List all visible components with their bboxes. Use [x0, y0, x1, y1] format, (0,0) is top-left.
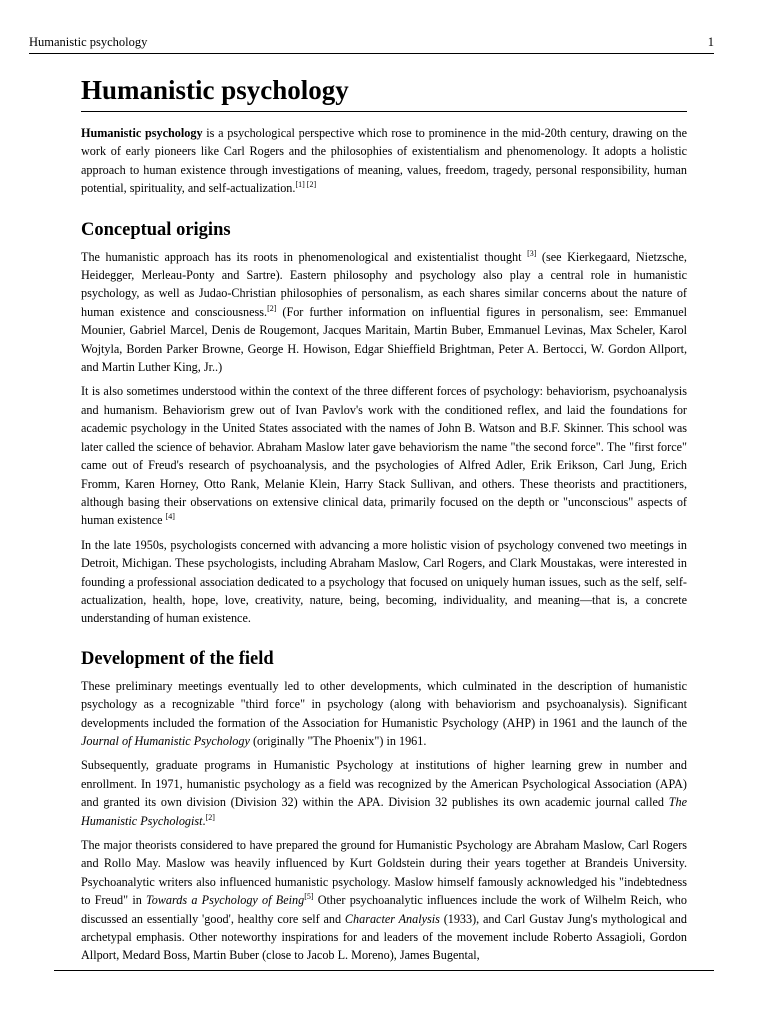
paragraph-text: The humanistic approach has its roots in phenomenological and existentialist thought — [81, 249, 528, 264]
citation-link[interactable]: [4] — [165, 512, 175, 522]
paragraph-text: (originally "The Phoenix") in 1961. — [249, 733, 427, 748]
running-header — [29, 35, 714, 54]
citation-link[interactable]: [3] — [527, 248, 537, 258]
citation-link[interactable]: [5] — [304, 892, 314, 902]
intro-text: is a psychological perspective which rose to prominence in the mid-20th century, drawing on the work of early pioneers like Carl Rogers and the philosophies of existentialism and phenomenology. It adopts a holistic approach to human existence through investigations of meaning, values, freedom, tragedy, personal responsibility, human potential, spirituality, and self-actualization. — [81, 126, 687, 196]
journal-title: The Humanistic Psychologist — [81, 795, 687, 828]
paragraph-text: (For further information on influential figures in personalism, see: Emmanuel Mounier, Gabriel Marcel, Denis de Rougemont, Jacques Maritain, Martin Buber, Emmanuel Levinas, Max Scheler, Karol Wojtyla, Borden Parker Browne, George H. Howison, Edgar Shieffield Brightman, Peter A. Bertocci, W. Gordon Allport, and Martin Luther King, Jr..) — [81, 304, 687, 375]
page-title: Humanistic psychology — [81, 72, 687, 112]
paragraph-text: . — [202, 813, 206, 828]
article-body — [81, 72, 687, 971]
development-paragraph-3 — [81, 836, 687, 965]
paragraph-text: Other psychoanalytic influences include the work of Wilhelm Reich, who discussed an essentially 'good', healthy core self and — [81, 893, 687, 926]
paragraph-text: (see Kierkegaard, Nietzsche, Heidegger, Merleau-Ponty and Sartre). Eastern philosophy and psychology also play a central role in humanistic psychology, as well as Judao-Christian philosophies of personalism, as each shares similar concerns about the nature of human existence and consciousness. — [81, 249, 687, 319]
development-paragraph-1 — [81, 677, 687, 751]
paragraph-text: It is also sometimes understood within the context of the three different forces of psychology: behaviorism, psychoanalysis and humanism. Behaviorism grew out of Ivan Pavlov's work with the conditioned reflex, and laid the foundations for academic psychology in the United States associated with the names of John B. Watson and B.F. Skinner. This school was later called the science of behavior. Abraham Maslow later gave behaviorism the name "the second force". The "first force" came out of Freud's research of psychoanalysis, and the psychologies of Alfred Adler, Erik Erikson, Carl Jung, Erich Fromm, Karen Horney, Otto Rank, Melanie Klein, Harry Stack Sullivan, and others. These theorists and practitioners, although basing their observations on extensive clinical data, primarily focused on the depth or "unconscious" aspects of human existence — [81, 384, 687, 528]
development-paragraph-2 — [81, 756, 687, 830]
paragraph-text: (1933), and Carl Gustav Jung's mythological and archetypal emphasis. Other noteworthy inspirations for and leaders of the movement include Roberto Assagioli, Gordon Allport, Medard Boss, Martin Buber (close to Jacob L. Moreno), James Bugental, — [81, 911, 687, 963]
paragraph-text: These preliminary meetings eventually led to other developments, which culminated in the description of humanistic psychology as a recognizable "third force" in psychology (along with behaviorism and psychoanalysis). Significant developments included the formation of the Association for Humanistic Psychology (AHP) in 1961 and the launch of the — [81, 678, 687, 730]
running-header-title: Humanistic psychology — [29, 35, 148, 49]
paragraph-text: Subsequently, graduate programs in Humanistic Psychology at institutions of higher learning grew in number and enrollment. In 1971, humanistic psychology as a field was recognized by the American Psychological Association (APA) and granted its own division (Division 32) within the APA. Division 32 publishes its own academic journal called — [81, 758, 687, 810]
intro-term: Humanistic psychology — [81, 126, 203, 140]
book-title: Character Analysis — [344, 911, 440, 926]
intro-paragraph — [81, 124, 687, 198]
origins-paragraph-3: In the late 1950s, psychologists concerned with advancing a more holistic vision of psychology convened two meetings in Detroit, Michigan. These psychologists, including Abraham Maslow, Carl Rogers, and Clark Moustakas, were interested in founding a professional association dedicated to a psychology that focused on uniquely human issues, such as the self, self-actualization, health, hope, love, creativity, nature, being, becoming, individuality, and meaning—that is, a concrete understanding of human existence. — [81, 537, 687, 626]
section-heading-conceptual-origins: Conceptual origins — [81, 219, 231, 240]
origins-paragraph-1 — [81, 248, 687, 377]
page-number: 1 — [707, 35, 714, 49]
citation-link[interactable]: [2] — [267, 303, 277, 313]
section-heading-development: Development of the field — [81, 648, 274, 669]
citation-link[interactable]: [2] — [205, 812, 215, 822]
origins-paragraph-2 — [81, 382, 687, 529]
journal-title: Journal of Humanistic Psychology — [81, 733, 250, 748]
citation-link[interactable]: [1] [2] — [295, 180, 317, 190]
paragraph-text: The major theorists considered to have prepared the ground for Humanistic Psychology are Abraham Maslow, Carl Rogers and Rollo May. Maslow was heavily influenced by Kurt Goldstein during their years together at Brandeis University. Psychoanalytic writers also influenced humanistic psychology. Maslow himself famously acknowledged his "indebtedness to Freud" in — [81, 838, 687, 908]
footer-rule — [54, 970, 714, 971]
book-title: Towards a Psychology of Being — [146, 893, 305, 908]
